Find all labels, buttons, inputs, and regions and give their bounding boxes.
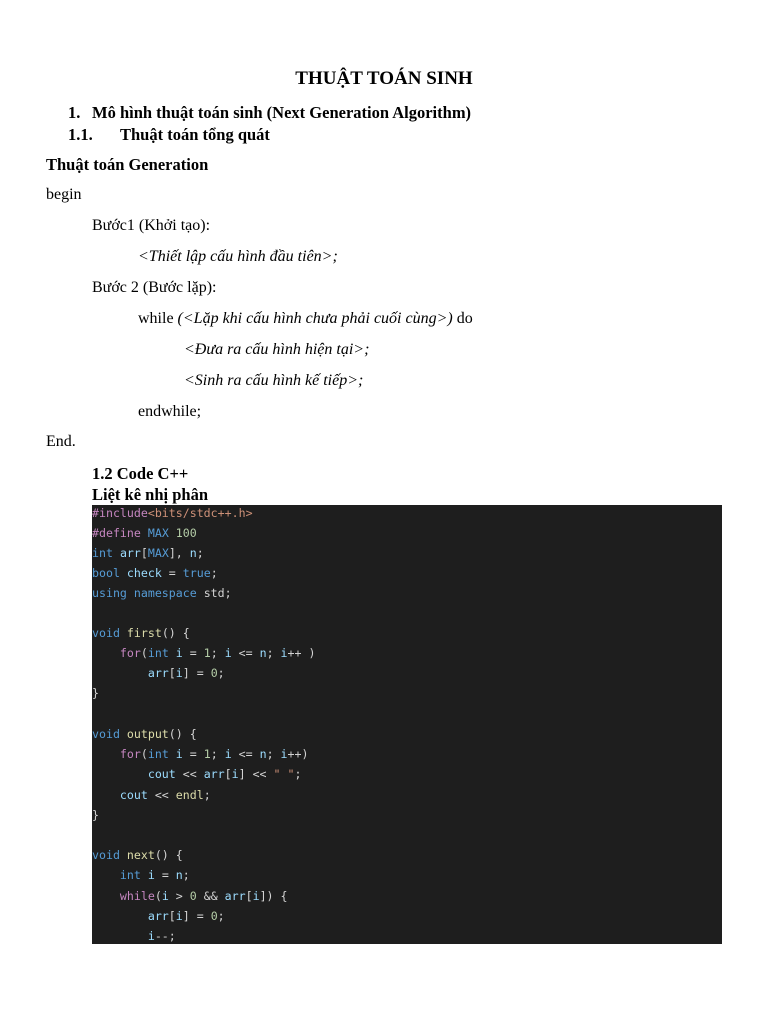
- do-keyword: do: [456, 310, 473, 327]
- end-keyword: End.: [46, 433, 76, 450]
- while-line: [138, 310, 473, 328]
- heading-binary-enumeration: Liệt kê nhị phân: [92, 485, 208, 504]
- code-line: cout << arr[i] << " ";: [147, 767, 302, 781]
- code-line: }: [92, 686, 99, 700]
- code-block: [92, 505, 722, 944]
- algorithm-name: Thuật toán Generation: [46, 155, 209, 174]
- code-line: arr[i] = 0;: [147, 666, 225, 680]
- code-line: while(i > 0 && arr[i]) {: [119, 889, 288, 903]
- loop-body-next: <Sinh ra cấu hình kế tiếp>;: [184, 372, 364, 389]
- while-keyword: while: [138, 310, 174, 327]
- endwhile-keyword: endwhile;: [138, 403, 202, 420]
- code-line: #define MAX 100: [92, 526, 197, 540]
- code-line: }: [92, 808, 99, 822]
- heading-1: Mô hình thuật toán sinh (Next Generation Algorithm): [92, 103, 472, 122]
- loop-body-output: <Đưa ra cấu hình hiện tại>;: [184, 341, 370, 358]
- code-line: cout << endl;: [119, 788, 211, 802]
- code-line: i--;: [147, 929, 176, 943]
- begin-keyword: begin: [46, 186, 82, 203]
- step-2-label: Bước 2 (Bước lặp):: [92, 279, 217, 296]
- code-line: bool check = true;: [92, 566, 218, 580]
- while-condition: (<Lặp khi cấu hình chưa phải cuối cùng>): [177, 310, 453, 327]
- code-line: for(int i = 1; i <= n; i++): [119, 747, 309, 761]
- step-1-label: Bước1 (Khởi tạo):: [92, 217, 211, 234]
- code-line: int arr[MAX], n;: [92, 546, 204, 560]
- code-line: void output() {: [92, 727, 197, 741]
- code-line: void next() {: [92, 848, 183, 862]
- code-line: arr[i] = 0;: [147, 909, 225, 923]
- code-line: void first() {: [92, 626, 190, 640]
- heading-1-2: 1.2 Code C++: [92, 464, 189, 483]
- code-line: using namespace std;: [92, 586, 232, 600]
- code-line: for(int i = 1; i <= n; i++ ): [119, 646, 316, 660]
- step-1-body: <Thiết lập cấu hình đầu tiên>;: [138, 248, 338, 265]
- heading-1-1-number: 1.1.: [68, 125, 93, 144]
- heading-1-number: 1.: [68, 103, 81, 122]
- heading-1-1: Thuật toán tổng quát: [120, 125, 270, 144]
- page-title: THUẬT TOÁN SINH: [295, 68, 473, 89]
- code-line: #include<bits/stdc++.h>: [92, 506, 253, 520]
- code-line: int i = n;: [119, 868, 190, 882]
